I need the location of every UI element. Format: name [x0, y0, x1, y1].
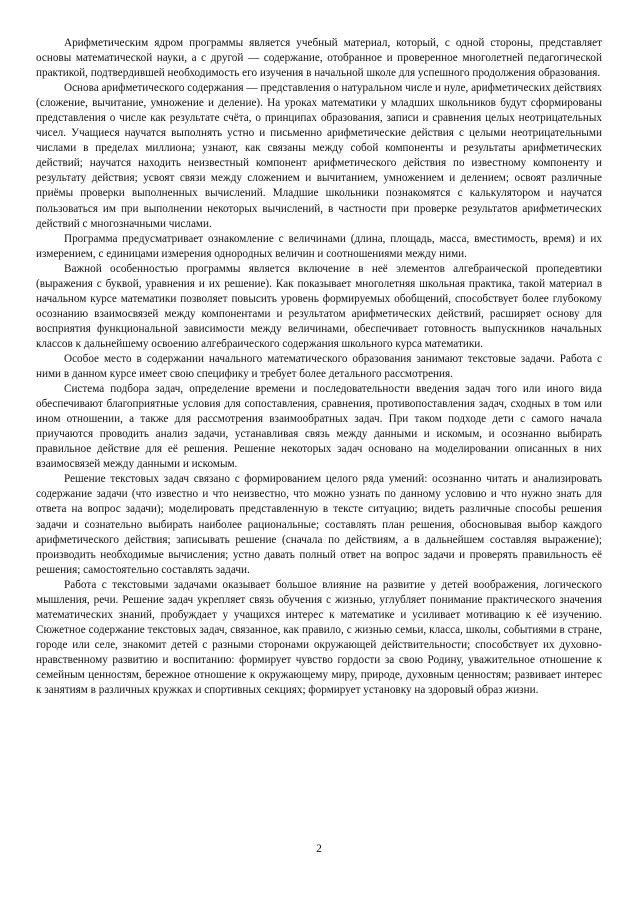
paragraph-arithmetic-content: Основа арифметического содержания — представления о натуральном числе и нуле, арифметических действиях (сложение, вычитание, умножение и деление). На уроках математики у младших школьников будут сформированы представления о числе как результате счёта, о принципах образования, записи и сравнения целых неотрицательных чисел. Учащиеся научатся выполнять устно и письменно арифметические действия с целыми неотрицательными числами в пределах миллиона; узнают, как связаны между собой компоненты и результаты арифметических действий; научатся находить неизвестный компонент арифметического действия по известному компоненту и результату действия; усвоят связи между сложением и вычитанием, умножением и делением; освоят различные приёмы проверки выполненных вычислений. Младшие школьники познакомятся с калькулятором и научатся пользоваться им при выполнении некоторых вычислений, в частности при проверке результатов арифметических действий с многозначными числами.: [36, 82, 602, 230]
body-text: [36, 36, 602, 698]
paragraph-problem-solving-skills: Решение текстовых задач связано с формированием целого ряда умений: осознанно читать и анализировать содержание задачи (что известно и что неизвестно, что можно узнать по данному условию и что нужно знать для ответа на вопрос задачи); моделировать представленную в тексте ситуацию; видеть различные способы решения задачи и сознательно выбирать наиболее рациональные; составлять план решения, обосновывая выбор каждого арифметического действия; записывать решение (сначала по действиям, а в дальнейшем составляя выражение); производить необходимые вычисления; устно давать полный ответ на вопрос задачи и проверять правильность её решения; самостоятельно составлять задачи.: [36, 473, 602, 576]
paragraph-problem-selection: Система подбора задач, определение времени и последовательности введения задач того или иного вида обеспечивают благоприятные условия для сопоставления, сравнения, противопоставления задач, сходных в том или ином отношении, а также для рассмотрения взаимообратных задач. При таком подходе дети с самого начала приучаются проводить анализ задачи, устанавливая связь между данными и искомым, и осознанно выбирать правильное действие для её решения. Решение некоторых задач основано на моделировании описанных в них взаимосвязей между данными и искомым.: [36, 383, 602, 471]
page-number: 2: [316, 843, 322, 855]
paragraph-arithmetic-core: Арифметическим ядром программы является учебный материал, который, с одной стороны, представляет основы математической науки, а с другой — содержание, отобранное и проверенное многолетней педагогической практикой, подтвердившей необходимость его изучения в начальной школе для успешного продолжения образования.: [36, 37, 602, 80]
paragraph-word-problems-intro: Особое место в содержании начального математического образования занимают текстовые задачи. Работа с ними в данном курсе имеет свою специфику и требует более детального рассмотрения.: [36, 352, 602, 381]
paragraph-problem-work-influence: Работа с текстовыми задачами оказывает большое влияние на развитие у детей воображения, логического мышления, речи. Решение задач укрепляет связь обучения с жизнью, углубляет понимание практического значения математических знаний, пробуждает у учащихся интерес к математике и усиливает мотивацию к её изучению. Сюжетное содержание текстовых задач, связанное, как правило, с жизнью семьи, класса, школы, событиями в стране, городе или селе, знакомит детей с разными сторонами окружающей действительности; способствует их духовно-нравственному развитию и воспитанию: формирует чувство гордости за свою Родину, уважительное отношение к семейным ценностям, бережное отношение к окружающему миру, природе, духовным ценностям; развивает интерес к занятиям в различных кружках и спортивных секциях; формирует установку на здоровый образ жизни.: [36, 578, 602, 697]
paragraph-algebra-propaedeutics: Важной особенностью программы является включение в неё элементов алгебраической пропедевтики (выражения с буквой, уравнения и их решение). Как показывает многолетняя школьная практика, такой материал в начальном курсе математики позволяет повысить уровень формируемых обобщений, способствует более глубокому осознанию взаимосвязей между компонентами и результатом арифметических действий, расширяет основу для восприятия функциональной зависимости между величинами, обеспечивает готовность выпускников начальных классов к дальнейшему освоению алгебраического содержания школьного курса математики.: [36, 262, 602, 350]
paragraph-quantities: Программа предусматривает ознакомление с величинами (длина, площадь, масса, вместимость, время) и их измерением, с единицами измерения однородных величин и соотношениями между ними.: [36, 232, 602, 260]
